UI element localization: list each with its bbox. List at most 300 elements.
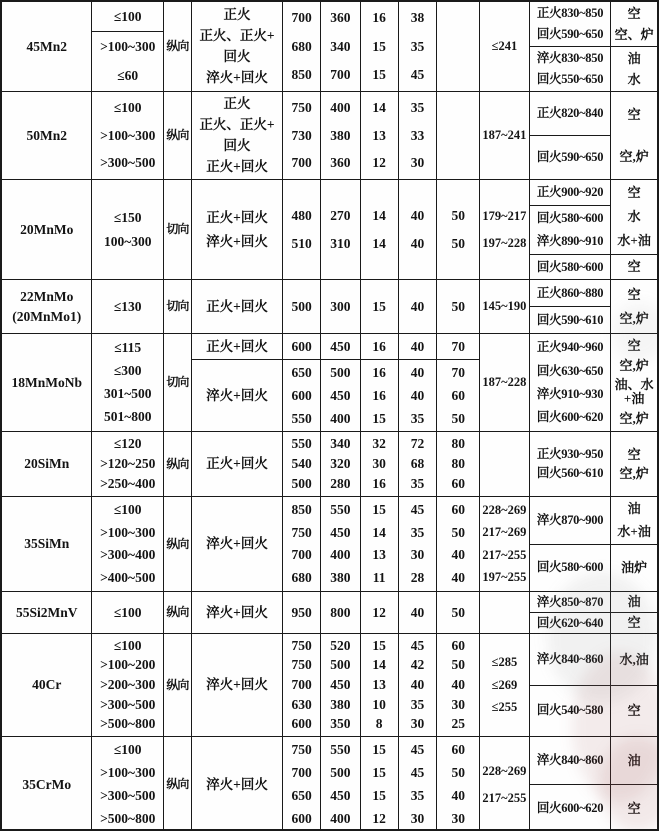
value: 45 — [410, 502, 425, 518]
size-range: ≤60 — [117, 67, 139, 83]
value-cell — [361, 592, 399, 633]
hardness-cell — [480, 334, 530, 431]
value: 280 — [330, 476, 351, 492]
size-range: ≤150 — [113, 209, 142, 225]
hardness-range: 187~228 — [482, 375, 527, 390]
value: 15 — [372, 637, 386, 653]
value-cell — [361, 280, 399, 333]
value: 400 — [330, 410, 351, 426]
value: 950 — [291, 604, 312, 620]
grade-label: 55Si2MnV — [15, 604, 78, 620]
value-cell — [321, 634, 361, 736]
cooling-medium: 空 — [627, 107, 641, 123]
size-range: >500~800 — [100, 810, 156, 826]
value: 550 — [330, 742, 351, 758]
value: 35 — [410, 787, 425, 803]
medium-cell — [611, 737, 657, 831]
value: 12 — [372, 155, 386, 171]
value: 510 — [291, 235, 312, 251]
treatment-step: 正火+回火 — [206, 338, 268, 354]
value: 700 — [291, 547, 312, 563]
cooling-medium: 油 — [627, 50, 641, 66]
medium-cell — [611, 280, 657, 333]
hardness-cell — [480, 592, 530, 633]
value: 80 — [451, 436, 465, 452]
treatment-cell — [192, 280, 283, 333]
size-range: >300~500 — [100, 787, 156, 803]
value: 340 — [330, 38, 351, 54]
hardness-range: 217~269 — [482, 525, 527, 540]
treatment-cell — [192, 497, 283, 591]
value: 700 — [291, 677, 312, 693]
hardness-cell — [480, 497, 530, 591]
value: 50 — [451, 410, 465, 426]
value-cell — [321, 432, 361, 496]
temper-cell — [530, 92, 612, 179]
size-range: >400~500 — [100, 569, 156, 585]
value: 500 — [330, 364, 351, 380]
treatment-step: 回火 — [223, 49, 251, 65]
value: 40 — [451, 569, 465, 585]
size-range: ≤115 — [114, 339, 142, 355]
value: 450 — [330, 677, 351, 693]
direction-cell — [164, 497, 192, 591]
value: 700 — [330, 66, 351, 82]
size-range: ≤100 — [113, 8, 142, 24]
direction-label: 纵向 — [166, 605, 189, 620]
value: 70 — [451, 364, 465, 380]
value: 40 — [410, 387, 425, 403]
temper-spec: 回火630~650 — [536, 363, 604, 378]
value: 30 — [410, 716, 425, 732]
value: 35 — [410, 99, 425, 115]
hardness-cell — [480, 92, 530, 179]
hardness-cell — [480, 737, 530, 831]
value: 15 — [372, 787, 386, 803]
cooling-medium: 油 — [627, 501, 641, 517]
hardness-cell — [480, 634, 530, 736]
value: 750 — [291, 742, 312, 758]
size-cell — [92, 592, 164, 633]
value: 60 — [451, 742, 465, 758]
value: 14 — [372, 207, 386, 223]
temper-spec: 回火590~650 — [536, 150, 604, 165]
temper-spec: 淬火910~930 — [536, 386, 604, 401]
grade-cell — [2, 634, 92, 736]
treatment-step: 淬火+回火 — [206, 604, 268, 620]
temper-cell — [530, 634, 612, 736]
temper-spec: 回火600~620 — [536, 801, 604, 816]
value: 380 — [330, 127, 351, 143]
size-cell — [92, 92, 164, 179]
temper-spec: 回火550~650 — [536, 72, 604, 87]
value: 45 — [410, 742, 425, 758]
temper-cell — [530, 2, 612, 91]
cooling-medium: 空 — [627, 800, 641, 816]
table-row-35simn — [2, 497, 657, 592]
value: 480 — [291, 207, 312, 223]
temper-spec: 正火820~840 — [536, 106, 604, 121]
size-cell — [92, 280, 164, 333]
treatment-step: 淬火+回火 — [206, 387, 268, 403]
value: 30 — [451, 696, 465, 712]
treatment-step: 正火 — [223, 96, 251, 112]
temper-cell — [530, 280, 612, 333]
size-range: >100~200 — [100, 657, 156, 673]
hardness-cell — [480, 280, 530, 333]
temper-spec: 淬火870~900 — [536, 512, 604, 527]
treatment-step: 正火+回火 — [206, 298, 268, 314]
direction-label: 纵向 — [166, 677, 189, 692]
value: 50 — [451, 657, 465, 673]
value: 35 — [410, 410, 425, 426]
hardness-range: 217~255 — [482, 790, 527, 805]
direction-label: 纵向 — [166, 128, 189, 143]
value: 50 — [451, 207, 465, 223]
hardness-range: 197~228 — [482, 235, 527, 250]
value-cell — [283, 180, 321, 279]
cooling-medium: 空,炉 — [619, 358, 649, 374]
size-range: >100~300 — [100, 39, 156, 55]
treatment-step: 正火+回火 — [206, 158, 268, 174]
grade-label: 22MnMo — [20, 288, 74, 304]
table-row-20simn — [2, 432, 657, 497]
grade-cell — [2, 497, 92, 591]
grade-label: 35SiMn — [24, 536, 70, 552]
value-cell — [399, 334, 438, 431]
temper-cell — [530, 592, 612, 633]
value-cell — [437, 592, 480, 633]
grade-label: 20SiMn — [24, 456, 70, 472]
grade-cell — [2, 180, 92, 279]
temper-spec: 淬火890~910 — [536, 234, 604, 249]
medium-cell — [611, 497, 657, 591]
grade-label: (20MnMo1) — [12, 308, 82, 324]
size-range: >100~300 — [100, 765, 156, 781]
treatment-step: 正火、正火+ — [199, 117, 275, 133]
cooling-medium: 空、炉 — [614, 26, 654, 42]
value: 270 — [330, 207, 351, 223]
value: 25 — [451, 716, 465, 732]
value-cell — [283, 497, 321, 591]
direction-label: 纵向 — [166, 777, 189, 792]
value-cell — [283, 280, 321, 333]
grade-cell — [2, 334, 92, 431]
direction-label: 切向 — [166, 222, 189, 237]
value: 500 — [291, 476, 312, 492]
value-cell — [361, 92, 399, 179]
direction-cell — [164, 737, 192, 831]
value: 400 — [330, 810, 351, 826]
size-range: ≤130 — [113, 298, 142, 314]
value: 40 — [451, 547, 465, 563]
temper-spec: 回火620~640 — [536, 615, 604, 630]
size-range: ≤100 — [113, 742, 142, 758]
value: 550 — [330, 502, 351, 518]
value: 550 — [291, 410, 312, 426]
value: 550 — [291, 436, 312, 452]
value: 650 — [291, 787, 312, 803]
size-range: >100~300 — [100, 127, 156, 143]
temper-spec: 正火860~880 — [536, 285, 604, 300]
table-row-18mnmonb — [2, 334, 657, 432]
cooling-medium: 空,炉 — [619, 466, 649, 481]
size-cell — [92, 432, 164, 496]
value: 40 — [451, 787, 465, 803]
value: 300 — [330, 298, 351, 314]
value: 750 — [291, 637, 312, 653]
value: 13 — [372, 127, 386, 143]
value: 50 — [451, 298, 465, 314]
size-range: >300~500 — [100, 155, 156, 171]
treatment-cell — [192, 432, 283, 496]
hardness-range: ≤255 — [491, 700, 518, 715]
cooling-medium: 空 — [627, 286, 641, 302]
value: 14 — [372, 524, 386, 540]
value: 380 — [330, 696, 351, 712]
value-cell — [321, 737, 361, 831]
value-cell — [437, 737, 480, 831]
value-cell — [321, 280, 361, 333]
value: 500 — [330, 657, 351, 673]
value-cell — [399, 634, 438, 736]
value: 500 — [291, 298, 312, 314]
cooling-medium: 油 — [627, 752, 641, 768]
cooling-medium: 水,油 — [619, 651, 649, 667]
grade-cell — [2, 2, 92, 91]
value: 16 — [372, 387, 386, 403]
size-range: >500~800 — [100, 716, 156, 732]
value: 60 — [451, 637, 465, 653]
hardness-cell — [480, 180, 530, 279]
direction-cell — [164, 432, 192, 496]
value-cell — [361, 432, 399, 496]
temper-spec: 回火580~600 — [536, 259, 604, 274]
value: 630 — [291, 696, 312, 712]
size-range: >200~300 — [100, 677, 156, 693]
table-row-20mnmo — [2, 180, 657, 280]
value-cell — [321, 180, 361, 279]
cooling-medium: 油 — [627, 594, 641, 610]
value: 16 — [372, 10, 386, 26]
size-cell — [92, 2, 164, 91]
cooling-medium: 水 — [627, 71, 641, 87]
value-cell — [283, 432, 321, 496]
value-cell — [437, 180, 480, 279]
value: 450 — [330, 524, 351, 540]
size-range: ≤100 — [113, 604, 142, 620]
size-range: ≤100 — [113, 637, 142, 653]
value: 42 — [410, 657, 425, 673]
value: 15 — [372, 298, 386, 314]
size-range: >300~400 — [100, 547, 156, 563]
treatment-cell — [192, 334, 283, 431]
value: 40 — [410, 677, 425, 693]
value: 72 — [410, 436, 425, 452]
value: 450 — [330, 338, 351, 354]
cooling-medium: 油、水+油 — [614, 377, 654, 407]
medium-cell — [611, 180, 657, 279]
value: 450 — [330, 387, 351, 403]
treatment-step: 正火+回火 — [206, 456, 268, 472]
value: 40 — [410, 207, 425, 223]
value: 38 — [410, 10, 425, 26]
treatment-step: 淬火+回火 — [206, 776, 268, 792]
value: 700 — [291, 765, 312, 781]
value-cell — [321, 497, 361, 591]
value-cell — [399, 737, 438, 831]
size-range: ≤300 — [113, 362, 142, 378]
hardness-cell — [480, 2, 530, 91]
value-cell — [399, 280, 438, 333]
value-cell — [321, 592, 361, 633]
value: 60 — [451, 476, 465, 492]
direction-label: 纵向 — [166, 456, 189, 471]
table-row-55si2mnv — [2, 592, 657, 634]
value: 380 — [330, 569, 351, 585]
treatment-step: 淬火+回火 — [206, 536, 268, 552]
size-cell — [92, 737, 164, 831]
value-cell — [399, 497, 438, 591]
value: 40 — [410, 298, 425, 314]
value: 40 — [410, 235, 425, 251]
value: 15 — [372, 742, 386, 758]
cooling-medium: 空 — [627, 615, 641, 631]
temper-cell — [530, 180, 612, 279]
temper-spec: 回火590~650 — [536, 27, 604, 42]
value: 350 — [330, 716, 351, 732]
medium-cell — [611, 92, 657, 179]
temper-spec: 回火600~620 — [536, 410, 604, 424]
cooling-medium: 油炉 — [621, 560, 648, 576]
cooling-medium: 水 — [627, 209, 641, 225]
treatment-cell — [192, 180, 283, 279]
treatment-cell — [192, 2, 283, 91]
value: 15 — [372, 66, 386, 82]
hardness-range: 228~269 — [482, 763, 527, 778]
value-cell — [399, 592, 438, 633]
value: 50 — [451, 524, 465, 540]
direction-cell — [164, 92, 192, 179]
cooling-medium: 空,炉 — [619, 411, 649, 427]
grade-cell — [2, 737, 92, 831]
temper-spec: 回火560~610 — [536, 466, 604, 480]
value: 45 — [410, 637, 425, 653]
value: 12 — [372, 604, 386, 620]
hardness-range: 228~269 — [482, 502, 527, 517]
cooling-medium: 空 — [627, 259, 641, 275]
temper-cell — [530, 432, 612, 496]
value-cell — [399, 92, 438, 179]
direction-label: 切向 — [166, 375, 189, 390]
value-cell — [361, 497, 399, 591]
cooling-medium: 空 — [627, 185, 641, 201]
value-cell — [361, 634, 399, 736]
hardness-range: 197~255 — [482, 570, 527, 585]
value: 80 — [451, 456, 465, 472]
value: 35 — [410, 38, 425, 54]
treatment-cell — [192, 634, 283, 736]
temper-cell — [530, 497, 612, 591]
cooling-medium: 空 — [627, 5, 641, 21]
cooling-medium: 空 — [627, 446, 641, 462]
treatment-cell — [192, 737, 283, 831]
value: 700 — [291, 155, 312, 171]
value: 600 — [291, 716, 312, 732]
value: 8 — [375, 716, 383, 732]
size-range: >300~500 — [100, 696, 156, 712]
value: 40 — [410, 338, 425, 354]
size-cell — [92, 334, 164, 431]
value: 30 — [410, 547, 425, 563]
value: 310 — [330, 235, 351, 251]
value-cell — [283, 634, 321, 736]
value: 400 — [330, 547, 351, 563]
value: 70 — [451, 338, 465, 354]
value: 14 — [372, 99, 386, 115]
value-cell — [437, 334, 480, 431]
value-cell — [321, 334, 361, 431]
value: 680 — [291, 569, 312, 585]
value: 16 — [372, 476, 386, 492]
value: 360 — [330, 10, 351, 26]
value: 11 — [372, 569, 386, 585]
treatment-step: 正火、正火+ — [199, 27, 275, 43]
value: 16 — [372, 364, 386, 380]
value: 30 — [410, 810, 425, 826]
grade-label: 18MnMoNb — [11, 374, 82, 390]
medium-cell — [611, 634, 657, 736]
direction-cell — [164, 592, 192, 633]
value-cell — [283, 592, 321, 633]
treatment-step: 正火 — [223, 6, 251, 22]
temper-spec: 回火590~610 — [536, 312, 604, 327]
hardness-range: ≤241 — [491, 39, 518, 54]
treatment-step: 淬火+回火 — [206, 677, 268, 693]
treatment-step: 淬火+回火 — [206, 70, 268, 86]
cooling-medium: 空,炉 — [619, 311, 649, 327]
direction-label: 纵向 — [166, 39, 189, 54]
temper-spec: 淬火840~860 — [536, 753, 604, 768]
value: 800 — [330, 604, 351, 620]
size-range: >120~250 — [100, 456, 156, 472]
value: 340 — [330, 436, 351, 452]
temper-spec: 回火580~600 — [536, 211, 604, 226]
table-row-35crmo — [2, 737, 657, 831]
value: 68 — [410, 456, 425, 472]
grade-label: 20MnMo — [20, 221, 74, 237]
size-range: ≤100 — [113, 502, 142, 518]
grade-cell — [2, 92, 92, 179]
value-cell — [283, 334, 321, 431]
value: 50 — [451, 235, 465, 251]
value: 850 — [291, 66, 312, 82]
value: 540 — [291, 456, 312, 472]
value: 500 — [330, 765, 351, 781]
value-cell — [321, 2, 361, 91]
hardness-range: 145~190 — [482, 299, 527, 314]
table-row-40cr — [2, 634, 657, 737]
size-range: ≤100 — [113, 99, 142, 115]
table-row-50mn2 — [2, 92, 657, 180]
value: 400 — [330, 99, 351, 115]
size-cell — [92, 634, 164, 736]
value: 30 — [451, 810, 465, 826]
size-range: >100~300 — [100, 524, 156, 540]
direction-cell — [164, 634, 192, 736]
value-cell — [283, 92, 321, 179]
value: 10 — [372, 696, 386, 712]
